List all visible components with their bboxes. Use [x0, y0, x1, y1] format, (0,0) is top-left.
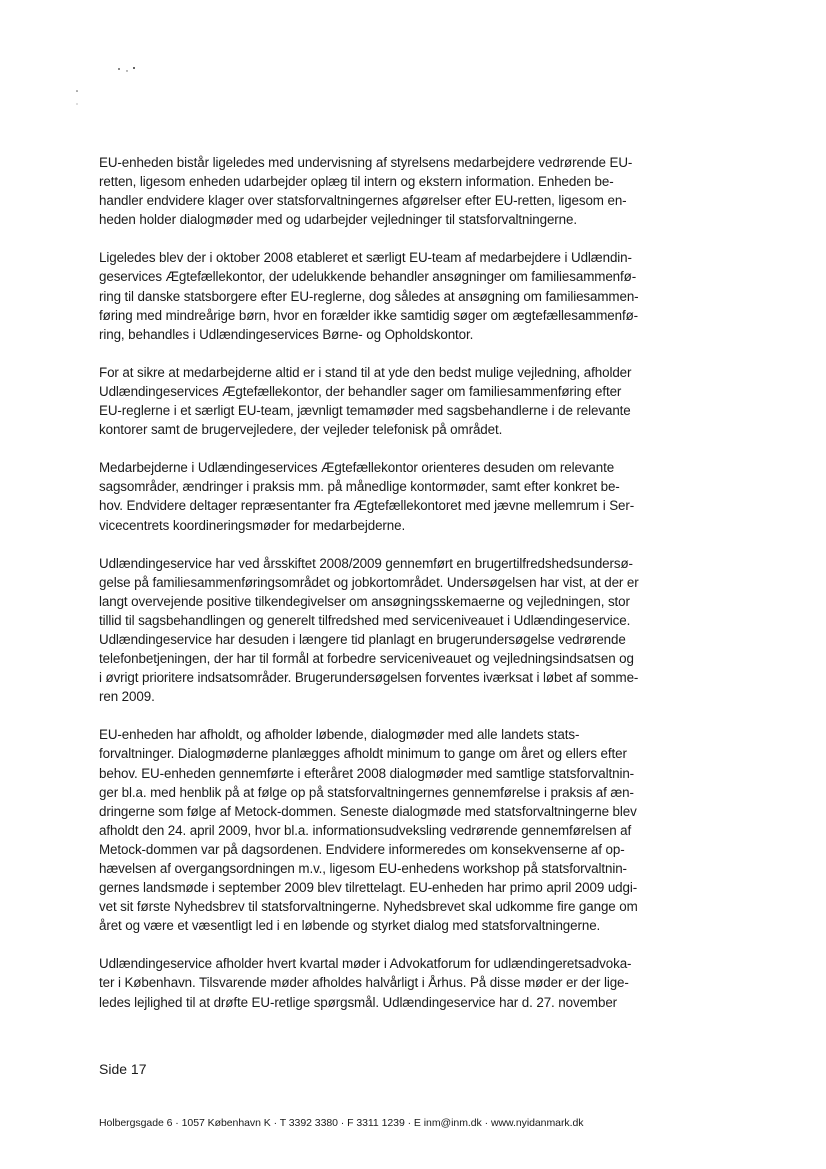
paragraph-7: Udlændingeservice afholder hvert kvartal møder i Advokatforum for udlændingeretsadvoka- ter i København. Tilsvarende møder afholdes halvårligt i Århus. På disse møder er der lige- ledes lejlighed til at drøfte EU-retlige spørgsmål. Udlændingeservice har d. 27. november [99, 956, 632, 1010]
paragraph-6: EU-enheden har afholdt, og afholder løbende, dialogmøder med alle landets stats- forvaltninger. Dialogmøderne planlægges afholdt minimum to gange om året og ellers efter behov. EU-enheden gennemførte i efteråret 2008 dialogmøder med samtlige statsforvaltnin- ger bl.a. med henblik på at følge op på statsforvaltningernes gennemførelse i praksis af æn- dringerne som følge af Metock-dommen. Seneste dialogmøde med statsforvaltningerne blev afholdt den 24. april 2009, hvor bl.a. informationsudveksling vedrørende gennemførelsen af Metock-dommen var på dagsordenen. Endvidere informeredes om konsekvenserne af op- hævelsen af overgangsordningen m.v., ligesom EU-enhedens workshop på statsforvaltnin- gernes landsmøde i september 2009 blev tilrettelagt. EU-enheden har primo april 2009 udgi- vet sit første Nyhedsbrev til statsforvaltningerne. Nyhedsbrevet skal udkomme fire gange om året og være et væsentligt led i en løbende og styrket dialog med statsforvaltningerne. [99, 727, 638, 934]
paragraph-1: EU-enheden bistår ligeledes med undervisning af styrelsens medarbejdere vedrørende EU- retten, ligesom enheden udarbejder oplæg til intern og ekstern information. Enheden be- handler endvidere klager over statsforvaltningernes afgørelser efter EU-retten, ligesom en- heden holder dialogmøder med og udarbejder vejledninger til statsforvaltningerne. [99, 155, 633, 228]
paragraph-2: Ligeledes blev der i oktober 2008 etableret et særligt EU-team af medarbejdere i Udlændin- geservices Ægtefællekontor, der udelukkende behandler ansøgninger om familiesammenfø- ring til danske statsborgere efter EU-reglerne, dog således at ansøgning om familiesammen- føring med mindreårige børn, hvor en forælder ikke samtidig søger om ægtefællesammenfø- ring, behandles i Udlændingeservices Børne- og Opholdskontor. [99, 250, 639, 342]
paragraph-5: Udlændingeservice har ved årsskiftet 2008/2009 gennemført en brugertilfredshedsundersø- gelse på familiesammenføringsområdet og jobkortområdet. Undersøgelsen har vist, at der er langt overvejende positive tilkendegivelser om ansøgningsskemaerne og vejledningen, stor tillid til sagsbehandlingen og generelt tilfredshed med serviceniveauet i Udlændingeservice. Udlændingeservice har desuden i længere tid planlagt en brugerundersøgelse vedrørende telefonbetjeningen, der har til formål at forbedre serviceniveauet og vejledningsindsatsen og i øvrigt prioritere indsatsområder. Brugerundersøgelsen forventes iværksat i løbet af somme- ren 2009. [99, 555, 639, 705]
paragraph-4: Medarbejderne i Udlændingeservices Ægtefællekontor orienteres desuden om relevante sagsområder, ændringer i praksis mm. på månedlige kontormøder, samt efter konkret be- hov. Endvidere deltager repræsentanter fra Ægtefællekontoret med jævne mellemrum i Ser- vicecentrets koordineringsmøder for medarbejderne. [99, 460, 635, 533]
document-body [99, 153, 679, 1031]
page-number: Side 17 [99, 1061, 147, 1077]
footer-address: Holbergsgade 6 · 1057 København K · T 3392 3380 · F 3311 1239 · E inm@inm.dk · www.nyidanmark.dk [99, 1117, 584, 1129]
scan-artifact-dots [0, 0, 160, 110]
paragraph-3: For at sikre at medarbejderne altid er i stand til at yde den bedst mulige vejledning, afholder Udlændingeservices Ægtefællekontor, der behandler sager om familiesammenføring efter EU-reglerne i et særligt EU-team, jævnligt temamøder med sagsbehandlerne i de relevante kontorer samt de brugervejledere, der vejleder telefonisk på området. [99, 364, 632, 438]
